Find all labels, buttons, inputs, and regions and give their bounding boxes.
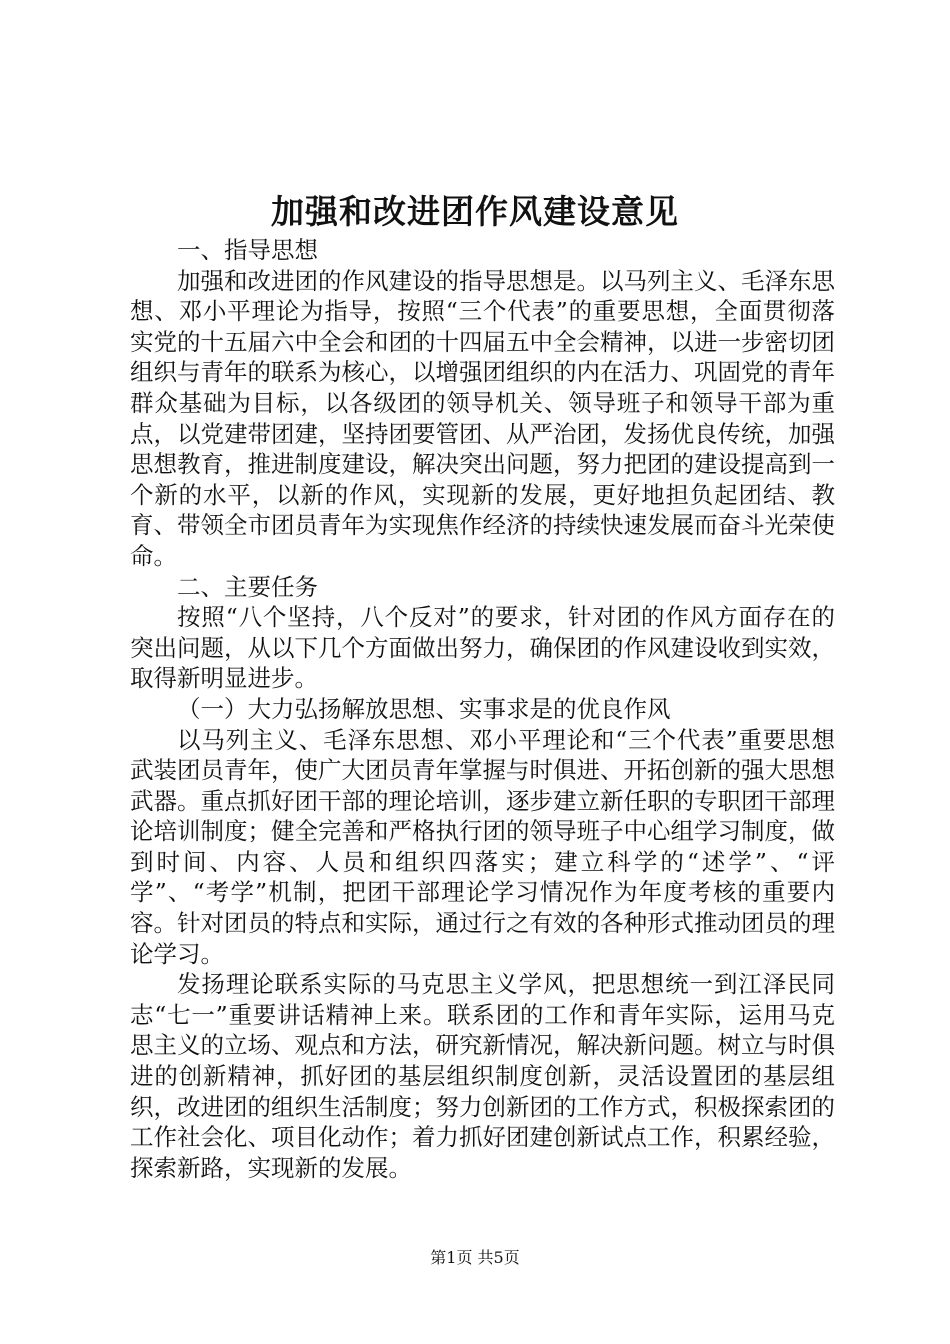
body-paragraph: 以马列主义、毛泽东思想、邓小平理论和“三个代表”重要思想武装团员青年，使广大团员青年掌握与时俱进、开拓创新的强大思想武器。重点抓好团干部的理论培训，逐步建立新任职的专职团干部理论培训制度；健全完善和严格执行团的领导班子中心组学习制度，做到时间、内容、人员和组织四落实；建立科学的“述学”、“评学”、“考学”机制，把团干部理论学习情况作为年度考核的重要内容。针对团员的特点和实际，通过行之有效的各种形式推动团员的理论学习。 (130, 725, 835, 968)
document-title: 加强和改进团作风建设意见 (271, 192, 679, 231)
section-heading: 二、主要任务 (177, 572, 318, 601)
page-footer (0, 1245, 950, 1268)
document-body (130, 235, 835, 1183)
page-indicator: 第1页 共5页 (430, 1248, 520, 1267)
body-paragraph: 发扬理论联系实际的马克思主义学风，把思想统一到江泽民同志“七一”重要讲话精神上来。联系团的工作和青年实际，运用马克思主义的立场、观点和方法，研究新情况，解决新问题。树立与时俱进的创新精神，抓好团的基层组织制度创新，灵活设置团的基层组织，改进团的组织生活制度；努力创新团的工作方式，积极探索团的工作社会化、项目化动作；着力抓好团建创新试点工作，积累经验，探索新路，实现新的发展。 (130, 970, 835, 1182)
body-paragraph: 加强和改进团的作风建设的指导思想是。以马列主义、毛泽东思想、邓小平理论为指导，按照“三个代表”的重要思想，全面贯彻落实党的十五届六中全会和团的十四届五中全会精神，以进一步密切团组织与青年的联系为核心，以增强团组织的内在活力、巩固党的青年群众基础为目标，以各级团的领导机关、领导班子和领导干部为重点，以党建带团建，坚持团要管团、从严治团，发扬优良传统，加强思想教育，推进制度建设，解决突出问题，努力把团的建设提高到一个新的水平，以新的作风，实现新的发展，更好地担负起团结、教育、带领全市团员青年为实现焦作经济的持续快速发展而奋斗光荣使命。 (130, 266, 835, 570)
body-paragraph: 按照“八个坚持，八个反对”的要求，针对团的作风方面存在的突出问题，从以下几个方面做出努力，确保团的作风建设收到实效，取得新明显进步。 (130, 603, 835, 693)
subsection-heading: （一）大力弘扬解放思想、实事求是的优良作风 (177, 694, 671, 723)
section-heading: 一、指导思想 (177, 236, 318, 264)
